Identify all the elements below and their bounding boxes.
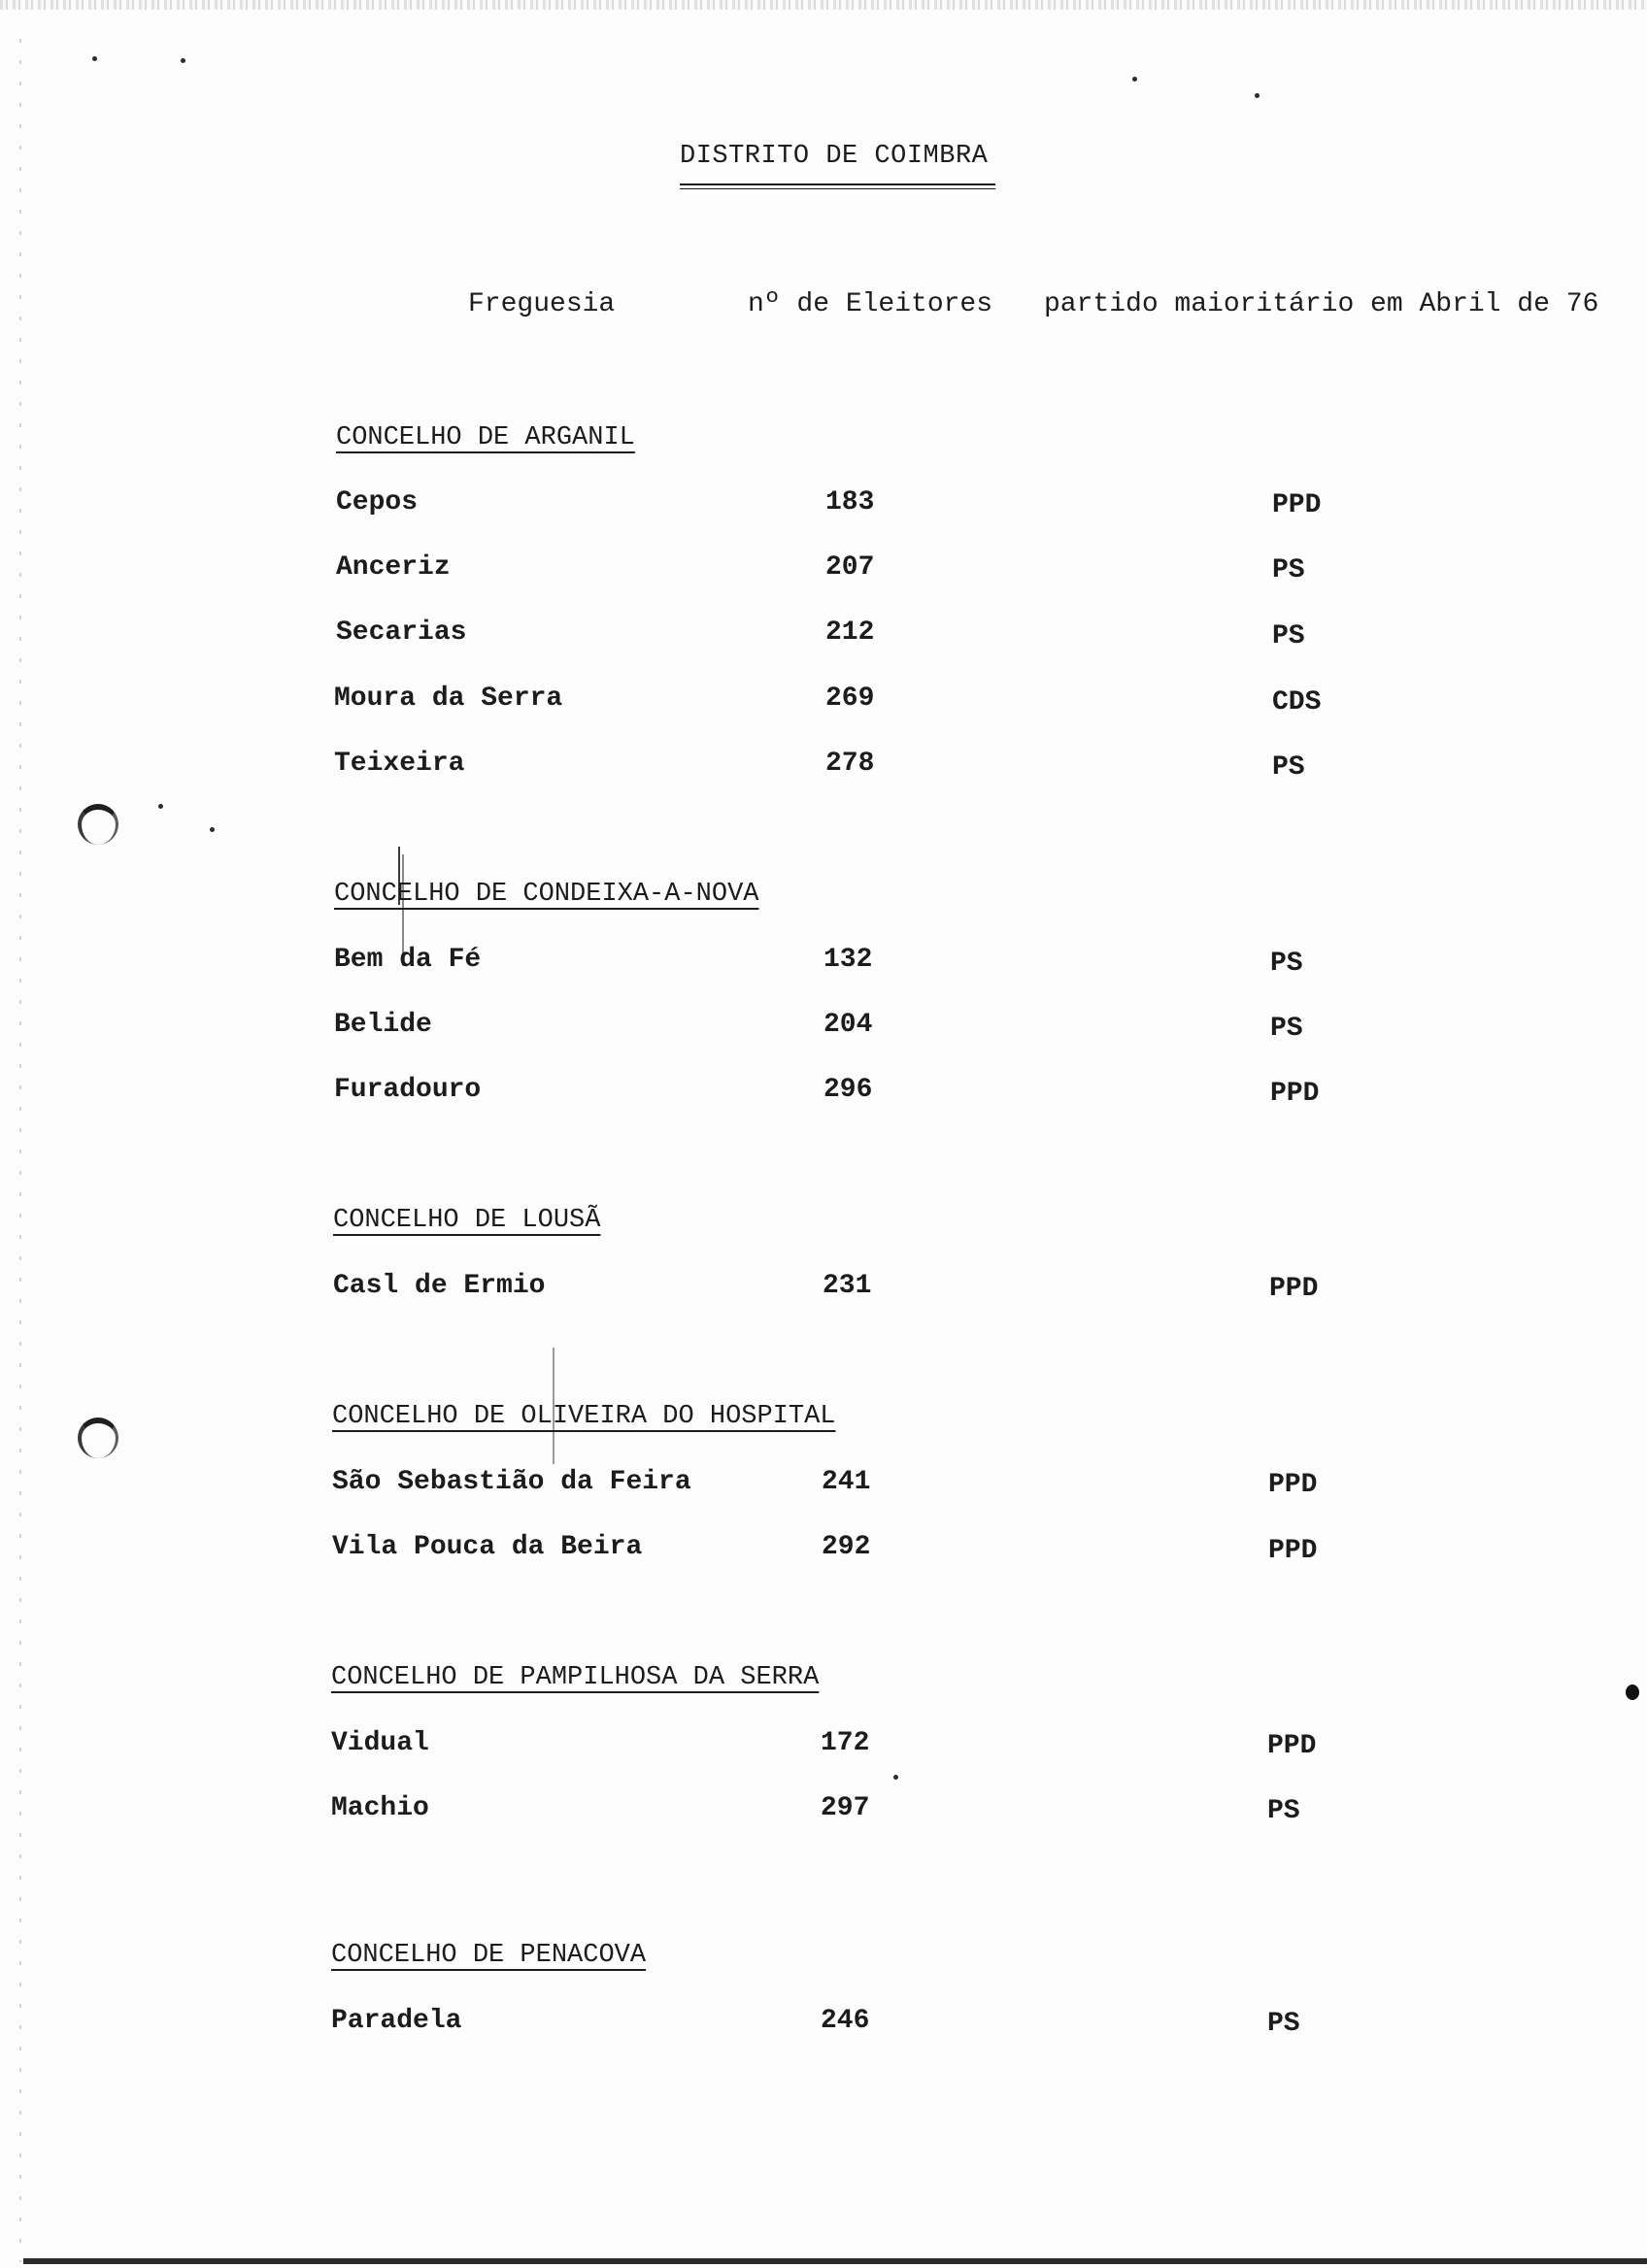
speck [158, 804, 163, 809]
section-heading: CONCELHO DE PAMPILHOSA DA SERRA [331, 1663, 820, 1692]
section-heading: CONCELHO DE PENACOVA [331, 1941, 647, 1970]
voter-count: 241 [822, 1467, 871, 1497]
parish-name: Moura da Serra [334, 684, 563, 714]
speck [181, 58, 185, 63]
voter-count: 278 [825, 749, 875, 779]
voter-count: 183 [825, 487, 875, 517]
majority-party: PS [1270, 1014, 1303, 1044]
column-header-party: partido maioritário em Abril de 76 [1044, 289, 1599, 319]
parish-name: Teixeira [334, 749, 465, 779]
punch-hole-bottom [78, 1418, 118, 1458]
majority-party: PS [1272, 621, 1305, 651]
majority-party: PPD [1269, 1274, 1319, 1304]
majority-party: PS [1267, 2009, 1300, 2039]
voter-count: 204 [824, 1010, 873, 1040]
majority-party: PS [1272, 752, 1305, 783]
parish-name: Casl de Ermio [333, 1271, 546, 1301]
voter-count: 207 [825, 552, 875, 583]
majority-party: PPD [1268, 1536, 1318, 1566]
speck [210, 827, 215, 832]
punch-hole-top [78, 804, 118, 845]
parish-name: Vidual [331, 1728, 429, 1758]
parish-name: Furadouro [334, 1075, 482, 1105]
scan-left-edge [19, 39, 21, 2262]
parish-name: Cepos [336, 487, 419, 517]
section-heading: CONCELHO DE OLIVEIRA DO HOSPITAL [332, 1402, 836, 1431]
speck [1132, 77, 1137, 82]
parish-name: Anceriz [336, 552, 451, 583]
parish-name: São Sebastião da Feira [332, 1467, 691, 1497]
voter-count: 297 [821, 1793, 870, 1823]
voter-count: 231 [823, 1271, 872, 1301]
majority-party: PPD [1268, 1470, 1318, 1500]
section-heading: CONCELHO DE ARGANIL [336, 423, 635, 452]
majority-party: CDS [1272, 687, 1322, 717]
page-bottom-edge [23, 2258, 1647, 2264]
voter-count: 212 [825, 617, 875, 648]
voter-count: 246 [821, 2006, 870, 2036]
majority-party: PS [1272, 555, 1305, 585]
title-underline [680, 183, 995, 189]
parish-name: Vila Pouca da Beira [332, 1532, 643, 1562]
column-header-parish: Freguesia [468, 289, 616, 319]
parish-name: Belide [334, 1010, 432, 1040]
section-heading: CONCELHO DE LOUSÃ [333, 1206, 601, 1235]
ink-spot [1626, 1684, 1639, 1700]
majority-party: PS [1270, 949, 1303, 979]
voter-count: 292 [822, 1532, 871, 1562]
speck [893, 1775, 898, 1780]
majority-party: PPD [1272, 490, 1322, 520]
parish-name: Machio [331, 1793, 429, 1823]
section-heading: CONCELHO DE CONDEIXA-A-NOVA [334, 880, 759, 909]
parish-name: Paradela [331, 2006, 462, 2036]
column-header-voters: nº de Eleitores [748, 289, 993, 319]
page-title: DISTRITO DE COIMBRA [680, 142, 989, 171]
majority-party: PPD [1267, 1731, 1317, 1761]
voter-count: 296 [824, 1075, 873, 1105]
speck [1255, 93, 1260, 98]
parish-name: Secarias [336, 617, 467, 648]
parish-name: Bem da Fé [334, 945, 482, 975]
scan-edge-noise [0, 0, 1647, 10]
majority-party: PPD [1270, 1079, 1320, 1109]
speck [92, 56, 97, 61]
voter-count: 269 [825, 684, 875, 714]
voter-count: 172 [821, 1728, 870, 1758]
voter-count: 132 [824, 945, 873, 975]
majority-party: PS [1267, 1796, 1300, 1826]
